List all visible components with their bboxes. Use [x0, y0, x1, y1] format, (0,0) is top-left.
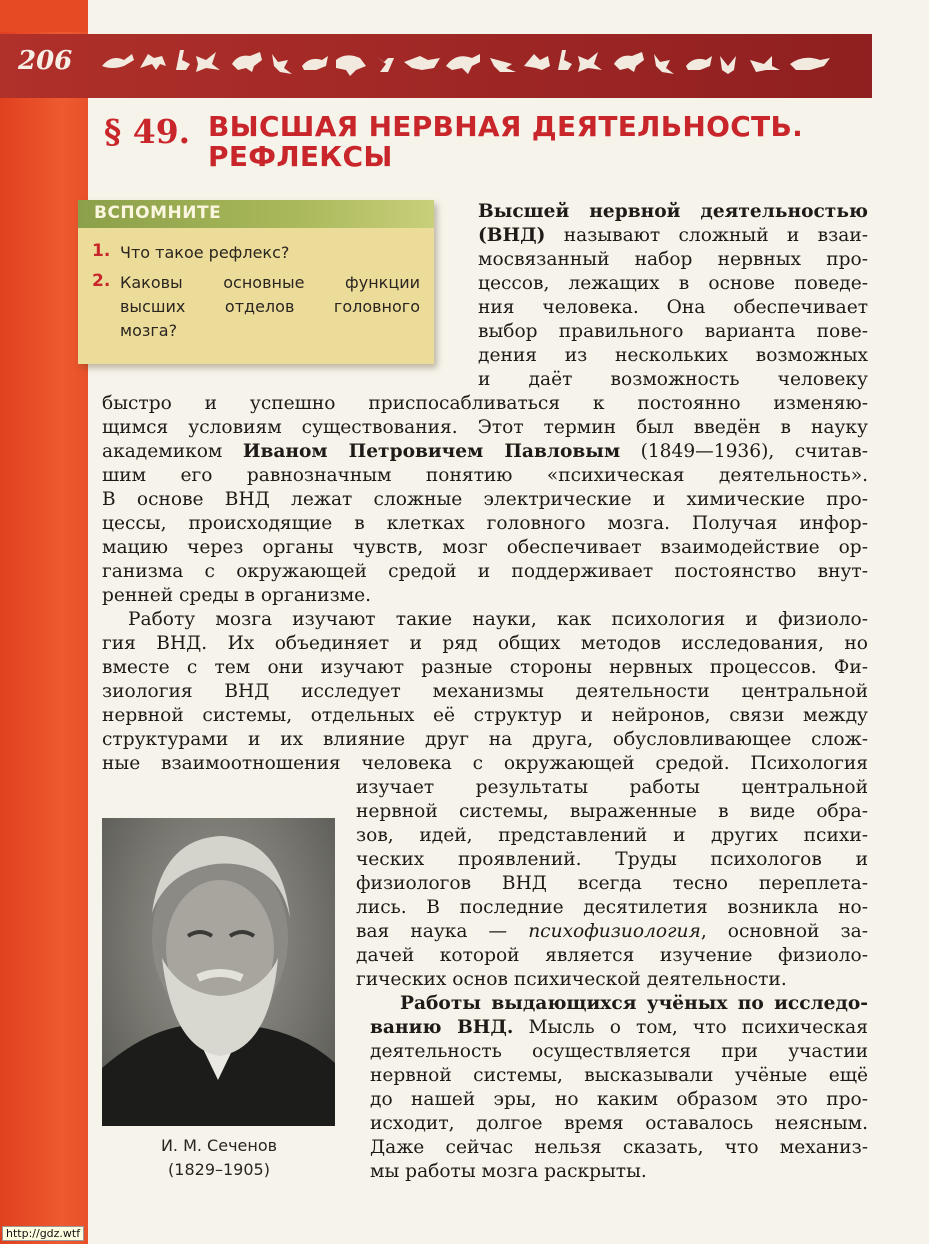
text-line: нервной системы, высказывали учёные ещё	[370, 1065, 868, 1086]
text-line: изучает результаты работы центральной	[356, 777, 868, 798]
text-line	[478, 224, 868, 248]
text-line: ческих проявлений. Труды психологов и	[356, 849, 868, 870]
subheading-end: ванию ВНД.	[370, 1017, 514, 1038]
text-line: структурами и их влияние друг на друга, обусловливающее слож-	[102, 729, 868, 750]
page-top-margin	[0, 0, 929, 32]
text-line	[478, 200, 868, 224]
page-number: 206	[18, 46, 73, 76]
text-line: выбор правильного варианта пове-	[478, 321, 868, 342]
text-line	[370, 1016, 868, 1040]
portrait-caption	[104, 1134, 334, 1182]
term-abbrev: (ВНД)	[478, 225, 546, 246]
watermark-link[interactable]: http://gdz.wtf	[2, 1226, 84, 1241]
text-span: академиком	[102, 441, 243, 462]
text-line: деятельность осуществляется при участии	[370, 1041, 868, 1062]
name-pavlov: Иваном Петровичем Павловым	[242, 441, 621, 462]
text-line: цессов, лежащих в основе поведе-	[478, 273, 868, 294]
text-line	[356, 920, 868, 944]
text-line: зиология ВНД исследует механизмы деятельности центральной	[102, 681, 868, 702]
text-line: гия ВНД. Их объединяет и ряд общих методов исследования, но	[102, 633, 868, 654]
section-title-line2: РЕФЛЕКСЫ	[208, 140, 393, 173]
question-2-line3: мозга?	[120, 321, 178, 340]
text-line: мы работы мозга раскрыты.	[370, 1161, 647, 1182]
text-line: зов, идей, представлений и других психи-	[356, 825, 868, 846]
section-title-line1: ВЫСШАЯ НЕРВНАЯ ДЕЯТЕЛЬНОСТЬ.	[208, 110, 804, 143]
recall-title: ВСПОМНИТЕ	[94, 203, 222, 223]
section-title	[208, 112, 848, 172]
text-line: и даёт возможность человеку	[478, 369, 868, 390]
question-2	[120, 271, 420, 343]
sechenov-portrait	[102, 818, 335, 1126]
caption-years: (1829–1905)	[168, 1160, 270, 1179]
text-line: ния человека. Она обеспечивает	[478, 297, 868, 318]
text-line	[102, 440, 868, 464]
text-line: дачей которой является изучение физиоло-	[356, 945, 868, 966]
text-line: дения из нескольких возможных	[478, 345, 868, 366]
text-line: быстро и успешно приспосабливаться к постоянно изменяю-	[102, 393, 868, 414]
text-line: вместе с тем они изучают разные стороны нервных процессов. Фи-	[102, 657, 868, 678]
text-line: шим его равнозначным понятию «психическая деятельность».	[102, 465, 868, 486]
text-span: , основной за-	[700, 921, 869, 942]
text-line: мацию через органы чувств, мозг обеспечивает взаимодействие ор-	[102, 537, 868, 558]
question-2-line1: Каковы основные функции	[120, 273, 420, 292]
text-line: гических основ психической деятельности.	[356, 969, 787, 990]
text-line: Работу мозга изучают такие науки, как психология и физиоло-	[128, 609, 868, 630]
animal-silhouettes-strip	[100, 44, 840, 80]
text-line: нервной системы, отдельных её структур и нейронов, связи между	[102, 705, 868, 726]
term-vnd: Высшей нервной деятельностью	[478, 201, 868, 222]
text-line: В основе ВНД лежат сложные электрические и химические про-	[102, 489, 868, 510]
text-line: ганизма с окружающей средой и поддерживает постоянство внут-	[102, 561, 868, 582]
text-line: Даже сейчас нельзя сказать, что механиз-	[370, 1137, 868, 1158]
text-line: ренней среды в организме.	[102, 585, 372, 606]
question-1-number: 1.	[92, 241, 111, 261]
term-psychophysiology: психофизиология	[528, 921, 701, 942]
left-color-band	[0, 0, 88, 1244]
text-line: щимся условиям существования. Этот термин был введён в науку	[102, 417, 868, 438]
question-2-line2: высших отделов головного	[120, 297, 420, 316]
text-line: цессы, происходящие в клетках головного мозга. Получая инфор-	[102, 513, 868, 534]
left-band-top	[0, 0, 88, 32]
text-line: исходит, долгое время оставалось неясным.	[370, 1113, 868, 1134]
question-2-number: 2.	[92, 271, 111, 291]
text-span: называют сложный и взаи-	[545, 225, 868, 246]
section-number: § 49.	[104, 112, 191, 151]
text-span: вая наука —	[356, 921, 529, 942]
text-span: (1849—1936), считав-	[620, 441, 868, 462]
text-line: до нашей эры, но каким образом это про-	[370, 1089, 868, 1110]
question-1: Что такое рефлекс?	[120, 243, 290, 262]
text-span: Мысль о том, что психическая	[513, 1017, 868, 1038]
caption-name: И. М. Сеченов	[160, 1136, 278, 1155]
text-line: нервной системы, выраженные в виде обра-	[356, 801, 868, 822]
text-line: лись. В последние десятилетия возникла но-	[356, 897, 868, 918]
text-line: мосвязанный набор нервных про-	[478, 249, 868, 270]
subheading-line: Работы выдающихся учёных по исследо-	[400, 993, 868, 1014]
text-line: ные взаимоотношения человека с окружающей средой. Психология	[102, 753, 868, 774]
text-line: физиологов ВНД всегда тесно переплета-	[356, 873, 868, 894]
portrait-drawing	[102, 818, 335, 1126]
